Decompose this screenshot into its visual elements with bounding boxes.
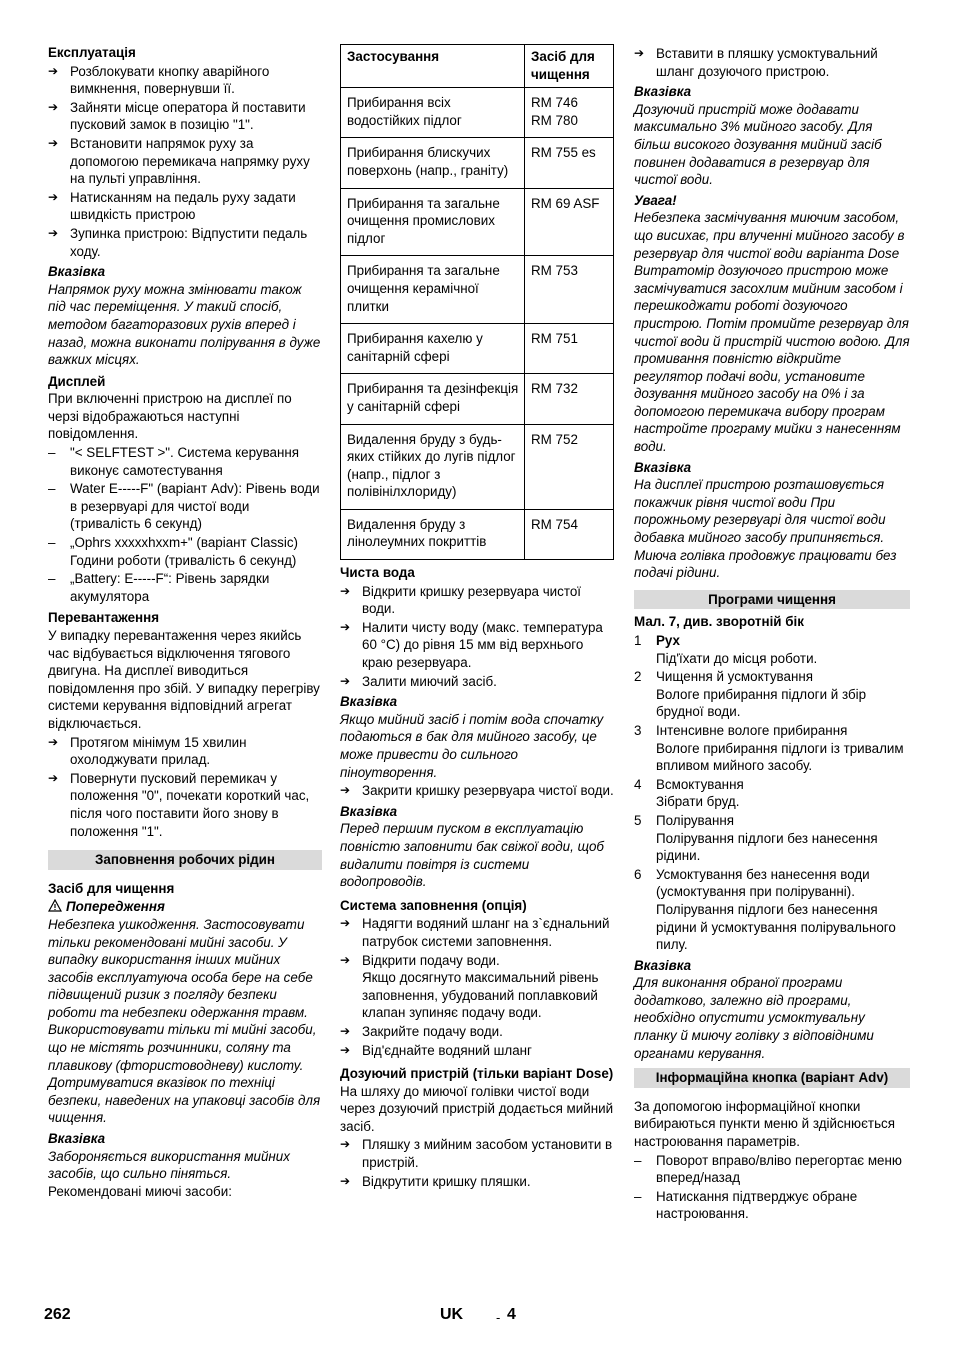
step-item: ➔ Протягом мінімум 15 хвилин охолоджувати прилад.: [48, 734, 322, 769]
program-number: 2: [634, 669, 642, 685]
list-item: – „Ophrs xxxxxhxxm+" (варіант Classic) Години роботи (тривалість 6 секунд): [48, 534, 322, 569]
note-text: Напрямок руху можна змінювати також під час переміщення. У такий спосіб, методом багаторазових рухів вперед і назад, можна виконати полірування в дуже важких місцях.: [48, 281, 321, 368]
table-row: [341, 509, 614, 559]
clean-water-steps-2: [340, 782, 614, 800]
table-cell-application: Видалення бруду з будь-яких стійких до лугів підлог (напр., підлог з полівінілхлориду): [341, 424, 525, 509]
note-heading: Вказівка: [48, 1131, 106, 1147]
note-heading: Вказівка: [634, 84, 692, 100]
cleaning-agent-table: [340, 44, 614, 560]
program-description: Зібрати бруд.: [656, 794, 740, 810]
dosing-steps: [340, 1136, 614, 1190]
display-text: При включенні пристрою на дисплеї по черзі відображаються наступні повідомлення.: [48, 391, 292, 442]
info-button-text: За допомогою інформаційної кнопки вибираються пункти меню й здійснюється настроювання параметрів.: [634, 1098, 895, 1150]
step-item: ➔ Вставити в пляшку усмоктувальний шланг дозуючого пристрою.: [634, 45, 910, 80]
heading-overload: Перевантаження: [48, 610, 160, 626]
program-item: [634, 668, 910, 721]
info-button-items: [634, 1152, 910, 1223]
heading-filling-system: Система заповнення (опція): [340, 897, 527, 913]
table-cell-application: Видалення бруду з лінолеумних покриттів: [341, 509, 525, 559]
table-cell-agent: RM 752: [525, 424, 614, 509]
table-row: [341, 324, 614, 374]
table-cell-agent: RM 753: [525, 256, 614, 324]
column-middle: [340, 44, 614, 1190]
note-heading: Вказівка: [340, 694, 398, 710]
table-row: [341, 138, 614, 188]
program-description: Полірування підлоги без нанесення рідини й усмоктування полірувального пилу.: [656, 901, 896, 953]
table-cell-application: Прибирання та дезінфекція у санітарній сфері: [341, 374, 525, 424]
program-description: Під'їхати до місця роботи.: [656, 650, 818, 666]
note-text: Перед першим пуском в експлуатацію повністю заповнити бак свіжої води, щоб видалити повітря із системи водопроводів.: [340, 821, 604, 890]
language-code: UK: [440, 1306, 464, 1323]
table-cell-agent: RM 732: [525, 374, 614, 424]
attention-heading: Увага!: [634, 192, 677, 208]
program-item: [634, 812, 910, 865]
table-cell-agent: RM 751: [525, 324, 614, 374]
list-item: – "< SELFTEST >". Система керування виконує самотестування: [48, 444, 322, 479]
dosing-text: На шляху до миючої голівки чистої води через дозуючий пристрій додається мийний засіб.: [340, 1083, 614, 1134]
list-item: – Water E-----F" (варіант Adv): Рівень води в резервуарі для чистої води (тривалість 6 секунд): [48, 480, 322, 533]
list-item: – „Battery: E-----F“: Рівень зарядки акумулятора: [48, 570, 322, 605]
step-item: ➔ Залити миючий засіб.: [340, 673, 614, 691]
warning-heading: Попередження: [48, 898, 322, 916]
step-item: ➔ Надягти водяний шланг на з`єднальний патрубок системи заповнення.: [340, 915, 614, 950]
footer-separator: -: [496, 1310, 501, 1325]
warning-text: Небезпека ушкодження. Застосовувати тільки рекомендовані мийні засоби. У випадку використання інших мийних засобів експлуатуюча особа бере на себе підвищений ризик з погляду безпеки роботи та небезпеки одержання травм. Використовувати тільки ті мийні засоби, що не містять розчинники, соляну та плавикову (фтористоводневу) кислоту. Дотримуватися вказівок по техніці безпеки, наведених на упаковці засобів для чищення.: [48, 916, 321, 1126]
program-title: Чищення й усмоктування: [656, 669, 814, 685]
table-header-application: Застосування: [341, 45, 525, 88]
step-item: ➔ Відкрутити кришку пляшки.: [340, 1173, 614, 1191]
step-item: ➔ Відкрити подачу води. Якщо досягнуто максимальний рівень заповнення, убудований поплавковий клапан зупиняє подачу води.: [340, 952, 614, 1022]
step-item: ➔ Відкрити кришку резервуара чистої води.: [340, 583, 614, 618]
table-cell-agent: RM 754: [525, 509, 614, 559]
page-number: 262: [44, 1306, 71, 1323]
section-bar-programs: Програми чищення: [634, 590, 910, 610]
section-bar-filling: Заповнення робочих рідин: [48, 850, 322, 870]
list-item: – Натискання підтверджує обране настроювання.: [634, 1188, 910, 1223]
program-item: [634, 776, 910, 811]
note-text: Для виконання обраної програми додатково, залежно від програми, необхідно опустити усмоктувальну планку й миючу голівку з відповідними органами керування.: [634, 975, 874, 1061]
table-header-row: [341, 45, 614, 88]
note-heading: Вказівка: [48, 264, 106, 280]
heading-dosing-device: Дозуючий пристрій (тільки варіант Dose): [340, 1066, 614, 1082]
column-left: [48, 44, 322, 1200]
heading-cleaning-agent: Засіб для чищення: [48, 880, 175, 896]
program-number: 6: [634, 866, 642, 882]
step-item: ➔ Натисканням на педаль руху задати швидкість пристрою: [48, 189, 322, 224]
program-item: [634, 866, 910, 954]
column-right: [634, 44, 910, 1223]
program-title: Усмоктування без нанесення води (усмоктування при поліруванні).: [656, 866, 870, 900]
note-text: Забороняється використання мийних засобів, що сильно піняться.: [48, 1148, 290, 1182]
display-messages: [48, 444, 322, 605]
table-cell-agent: RM 746 RM 780: [525, 88, 614, 138]
program-number: 5: [634, 812, 642, 828]
program-number: 4: [634, 776, 642, 792]
table-row: [341, 188, 614, 256]
heading-display: Дисплей: [48, 373, 106, 389]
clean-water-steps: [340, 583, 614, 691]
note-text: Якщо мийний засіб і потім вода спочатку подаються в бак для мийного засобу, це може привести до сильного піноутворення.: [340, 711, 604, 780]
table-cell-application: Прибирання блискучих поверхонь (напр., граніту): [341, 138, 525, 188]
note-text: На дисплеї пристрою розташовується покажчик рівня чистої води При порожньому резервуарі для чистої води добавка мийного засобу припиняється. Миюча голівка продовжує працювати без подачі рідини.: [634, 477, 897, 581]
step-item: ➔ Закрийте подачу води.: [340, 1023, 614, 1041]
table-row: [341, 256, 614, 324]
table-row: [341, 424, 614, 509]
program-title: Всмоктування: [656, 776, 744, 792]
note-heading: Вказівка: [634, 459, 692, 475]
program-list: [634, 632, 910, 954]
step-item: ➔ Закрити кришку резервуара чистої води.: [340, 782, 614, 800]
table-row: [341, 374, 614, 424]
warning-triangle-icon: [48, 899, 62, 912]
step-item: ➔ Встановити напрямок руху за допомогою перемикача напрямку руху на пульті управління.: [48, 135, 322, 188]
table-cell-agent: RM 755 es: [525, 138, 614, 188]
filling-system-steps: [340, 915, 614, 1059]
program-number: 3: [634, 722, 642, 738]
program-description: Вологе прибирання підлоги й збір брудної води.: [656, 686, 867, 720]
section-page-number: 4: [507, 1306, 516, 1323]
note-heading: Вказівка: [340, 803, 398, 819]
heading-operation: Експлуатація: [48, 45, 136, 60]
step-item: ➔ Налити чисту воду (макс. температура 60 °C) до рівня 15 мм від верхнього краю резервуара.: [340, 619, 614, 672]
table-header-agent: Засіб для чищення: [525, 45, 614, 88]
program-title: Полірування: [656, 812, 735, 828]
list-item: – Поворот вправо/вліво перегортає меню вперед/назад: [634, 1152, 910, 1187]
table-cell-application: Прибирання всіх водостійких підлог: [341, 88, 525, 138]
section-bar-info-button: Інформаційна кнопка (варіант Adv): [634, 1068, 910, 1088]
program-title: Інтенсивне вологе прибирання: [656, 722, 848, 738]
step-item: ➔ Зупинка пристрою: Відпустити педаль ходу.: [48, 225, 322, 260]
step-item: ➔ Повернути пусковий перемикач у положення "0", почекати короткий час, після чого поставити його знову в положення "1".: [48, 770, 322, 840]
table-cell-application: Прибирання та загальне очищення керамічної плитки: [341, 256, 525, 324]
program-description: Полірування підлоги без нанесення рідини.: [656, 830, 878, 864]
step-item: ➔ Пляшку з мийним засобом установити в пристрій.: [340, 1136, 614, 1171]
heading-clean-water: Чиста вода: [340, 565, 415, 581]
program-item: [634, 722, 910, 775]
program-description: Вологе прибирання підлоги із тривалим впливом мийного засобу.: [656, 740, 904, 774]
dosing-steps-2: [634, 45, 910, 80]
note-heading: Вказівка: [634, 957, 692, 973]
table-cell-agent: RM 69 ASF: [525, 188, 614, 256]
step-item: ➔ Зайняти місце оператора й поставити пусковий замок в позицію "1".: [48, 99, 322, 134]
operation-steps: [48, 63, 322, 261]
table-row: [341, 88, 614, 138]
recommended-agents-text: Рекомендовані миючі засоби:: [48, 1183, 232, 1199]
overload-text: У випадку перевантаження через якийсь час відбувається відключення тягового двигуна. На дисплеї виводиться повідомлення про збій. У випадку перегріву системи керування відповідний агрегат відключається.: [48, 628, 320, 731]
program-title: Рух: [656, 633, 680, 648]
step-item: ➔ Від'єднайте водяний шланг: [340, 1042, 614, 1060]
note-text: Дозуючий пристрій може додавати максимально 3% мийного засобу. Для більш високого дозування мийний засіб повинен додаватися в резервуар для чистої води.: [634, 101, 882, 188]
table-cell-application: Прибирання та загальне очищення промислових підлог: [341, 188, 525, 256]
overload-steps: [48, 734, 322, 841]
program-number: 1: [634, 633, 642, 648]
attention-text: Небезпека засмічування миючим засобом, що висихає, при влученні мийного засобу в резервуар для чистої води варіанта Dose Витратомір дозуючого пристрою може засмічуватися засохлим мийним засобом і перешкоджати роботі дозуючого пристрою. Потім промийте резервуар для чистої води й пристрій чистою водою. Для промивання повністю відкрийте регулятор подачі води, установите дозування мийного засобу на 0% і за допомогою перемикача вибору програм настройте програму мийки з нанесенням води.: [634, 210, 910, 455]
table-cell-application: Прибирання кахелю у санітарній сфері: [341, 324, 525, 374]
program-item: [634, 632, 910, 667]
figure-reference: Мал. 7, див. зворотній бік: [634, 614, 804, 630]
step-item: ➔ Розблокувати кнопку аварійного вимкнення, повернувши її.: [48, 63, 322, 98]
